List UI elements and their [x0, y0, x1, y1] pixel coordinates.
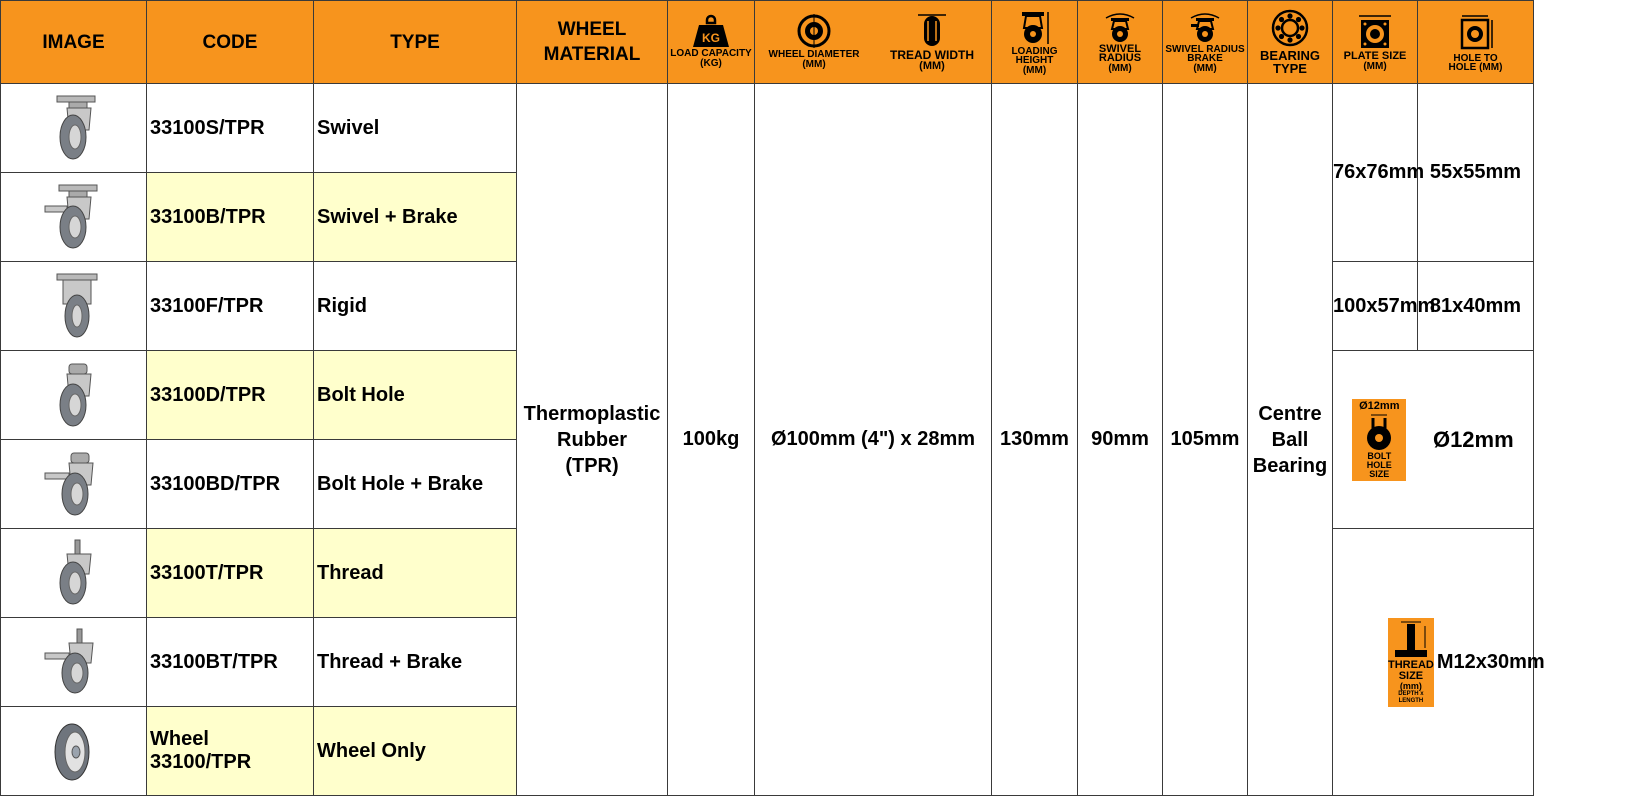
thread-badge-unit: (mm) [1399, 680, 1422, 691]
swivel-brake-caster-icon [39, 182, 109, 252]
plate-size-value: 76x76mm [1333, 84, 1418, 262]
header-code [147, 1, 314, 84]
swivel-radius-value: 90mm [1078, 84, 1163, 796]
plate-size-label: PLATE SIZE [1343, 50, 1407, 62]
swivel-radius-brake-value: 105mm [1163, 84, 1248, 796]
wheel-only-icon [39, 716, 109, 786]
product-image [1, 529, 147, 618]
header-image [1, 1, 147, 84]
bolt-hole-badge-label: BOLT HOLE SIZE [1366, 450, 1392, 479]
bearing-type-label: BEARING TYPE [1260, 48, 1320, 76]
product-code [147, 707, 314, 796]
header-type [314, 1, 517, 84]
hole-to-hole-label: HOLE TO HOLE (MM) [1448, 52, 1503, 73]
bolt-hole-size-value: Ø12mm [1432, 426, 1514, 452]
product-image [1, 351, 147, 440]
product-code: 33100S/TPR [147, 84, 314, 173]
wheel-material-line: Thermoplastic [523, 402, 661, 425]
header-hole-to-hole [1418, 1, 1534, 84]
bolt-hole-icon [1359, 412, 1399, 452]
tread-width-icon [914, 13, 950, 49]
product-type: Swivel + Brake [314, 173, 517, 262]
weight-icon-text: KG [702, 31, 720, 45]
product-type: Thread + Brake [314, 618, 517, 707]
product-code: 33100BT/TPR [147, 618, 314, 707]
header-row [1, 1, 1651, 84]
wheel-material-line: Rubber [557, 428, 627, 451]
hole-to-hole-icon [1456, 13, 1496, 53]
thread-size-cell [1333, 529, 1545, 796]
ball-bearing-icon [1271, 9, 1309, 47]
loading-height-value: 130mm [992, 84, 1078, 796]
rigid-caster-icon [39, 271, 109, 341]
swivel-radius-icon [1103, 12, 1137, 44]
hole-to-hole-value: 81x40mm [1418, 262, 1534, 351]
bolt-hole-badge-title: Ø12mm [1359, 399, 1400, 412]
thread-size-value: M12x30mm [1436, 650, 1545, 673]
header-swivel-radius [1078, 1, 1163, 84]
product-code: 33100B/TPR [147, 173, 314, 262]
loading-height-unit: (MM) [1022, 64, 1047, 76]
product-image [1, 173, 147, 262]
bearing-type-cell [1248, 84, 1333, 796]
product-code-line: 33100/TPR [150, 751, 252, 773]
product-image [1, 84, 147, 173]
header-bearing-type [1248, 1, 1333, 84]
hole-to-hole-value: 55x55mm [1418, 84, 1534, 262]
header-code-label: CODE [202, 31, 258, 53]
header-wheel-material [517, 1, 668, 84]
product-type: Thread [314, 529, 517, 618]
thread-size-badge [1388, 618, 1434, 707]
wheel-diameter-label: WHEEL DIAMETER [768, 49, 860, 60]
table-row [1, 84, 1651, 173]
header-load-capacity [668, 1, 755, 84]
product-type: Bolt Hole [314, 351, 517, 440]
header-image-label: IMAGE [42, 31, 105, 53]
tread-width-unit: (MM) [919, 60, 945, 72]
header-swivel-radius-brake [1163, 1, 1248, 84]
product-image [1, 707, 147, 796]
wheel-diameter-unit: (MM) [802, 59, 826, 70]
product-code: 33100D/TPR [147, 351, 314, 440]
bearing-type-line: Centre [1258, 402, 1322, 425]
load-capacity-value: 100kg [668, 84, 755, 796]
bearing-type-line: Ball [1271, 428, 1309, 451]
load-capacity-unit: (KG) [700, 58, 722, 69]
bearing-type-line: Bearing [1252, 454, 1328, 477]
bolt-hole-caster-icon [39, 360, 109, 430]
loading-height-label: LOADING HEIGHT [1011, 45, 1058, 66]
loading-height-icon [1018, 10, 1052, 46]
weight-icon [692, 16, 730, 48]
product-code-line: Wheel [150, 728, 209, 750]
product-type: Bolt Hole + Brake [314, 440, 517, 529]
swivel-radius-label: SWIVEL RADIUS [1098, 42, 1142, 64]
product-image [1, 618, 147, 707]
header-wheel-size [755, 1, 992, 84]
swivel-radius-brake-unit: (MM) [1193, 62, 1217, 74]
header-plate-size [1333, 1, 1418, 84]
wheel-material-line: (TPR) [565, 454, 619, 477]
product-type: Rigid [314, 262, 517, 351]
product-image [1, 440, 147, 529]
bolt-hole-brake-caster-icon [39, 449, 109, 519]
swivel-caster-icon [39, 93, 109, 163]
product-type: Wheel Only [314, 707, 517, 796]
product-code: 33100F/TPR [147, 262, 314, 351]
header-loading-height [992, 1, 1078, 84]
thread-stud-icon [1389, 620, 1433, 660]
swivel-radius-brake-label: SWIVEL RADIUS BRAKE [1165, 43, 1245, 64]
wheel-material-cell [517, 84, 668, 796]
header-type-label: TYPE [390, 31, 440, 53]
bolt-hole-size-cell [1333, 351, 1534, 529]
plate-size-unit: (MM) [1363, 61, 1387, 72]
thread-caster-icon [39, 538, 109, 608]
load-capacity-label: LOAD CAPACITY [670, 48, 752, 59]
plate-size-icon [1355, 13, 1395, 51]
thread-badge-label: THREAD SIZE [1388, 658, 1434, 682]
swivel-radius-brake-icon [1188, 12, 1222, 44]
product-type: Swivel [314, 84, 517, 173]
wheel-size-value: Ø100mm (4") x 28mm [755, 84, 992, 796]
swivel-radius-unit: (MM) [1108, 62, 1132, 74]
plate-size-value: 100x57mm [1333, 262, 1418, 351]
wheel-diameter-icon [796, 13, 832, 49]
product-code: 33100BD/TPR [147, 440, 314, 529]
product-image [1, 262, 147, 351]
thread-brake-caster-icon [39, 627, 109, 697]
product-code: 33100T/TPR [147, 529, 314, 618]
bolt-hole-size-badge [1352, 399, 1406, 481]
thread-badge-sub: DEPTH x LENGTH [1398, 690, 1424, 704]
header-wheel-material-label: WHEEL MATERIAL [543, 19, 641, 65]
tread-width-label: TREAD WIDTH [890, 48, 974, 62]
